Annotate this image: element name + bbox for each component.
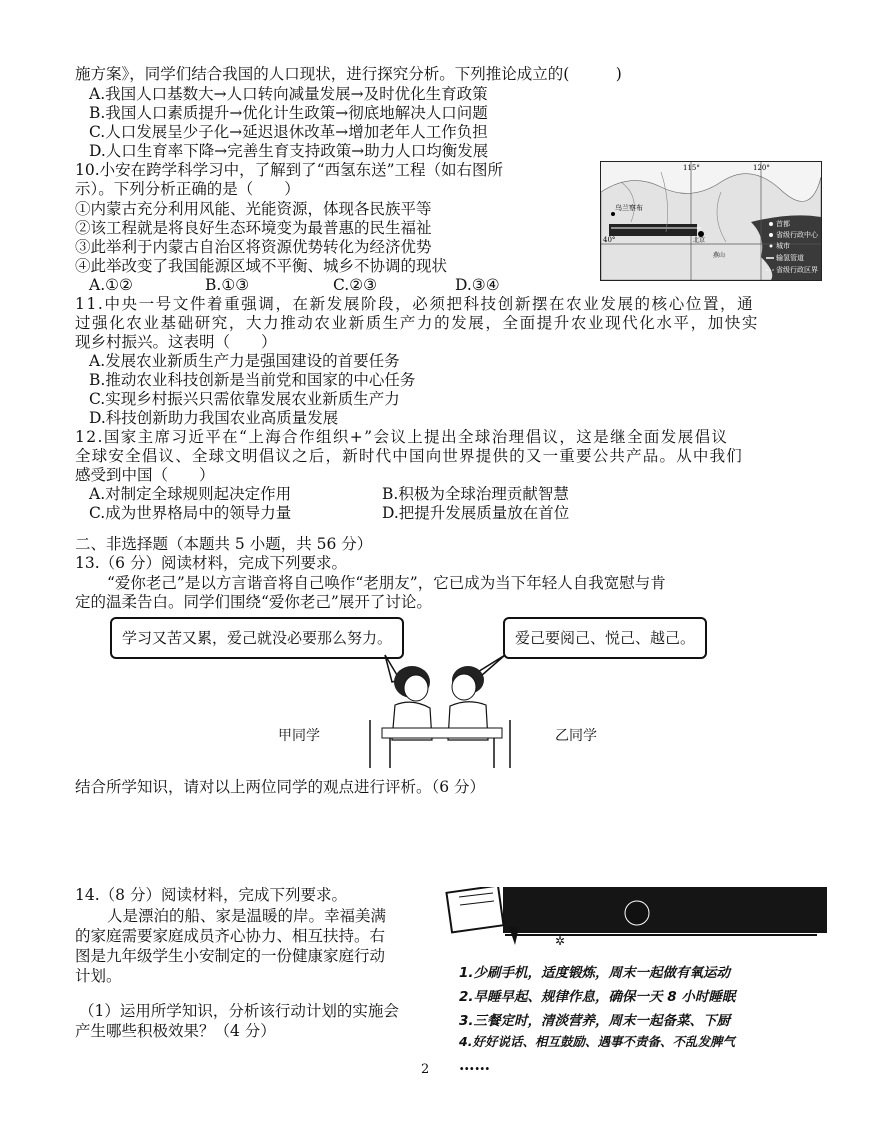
q11-option-d: D.科技创新助力我国农业高质量发展 [89,409,339,427]
q9-option-a: A.我国人口基数大→人口转向减量发展→及时优化生育政策 [89,85,488,103]
q14-sub1-line2: 产生哪些积极效果？（4 分） [75,1022,276,1040]
q10-statement-4: ④此举改变了我国能源区域不平衡、城乡不协调的现状 [75,257,448,275]
q14-line1: 人是漂泊的船、家是温暖的岸。幸福美满 [107,907,387,925]
q13-para1: “爱你老己”是以方言谐音将自己唤作“老朋友”，它已成为当下年轻人自我宽慰与肯 [107,574,666,592]
section2-title: 二、非选择题（本题共 5 小题，共 56 分） [75,535,373,553]
legend-city-icon [770,245,773,248]
map-lon-label-120: 120° [753,164,770,172]
page-number: 2 [421,1062,430,1077]
legend-provincial-capital: 省级行政中心 [776,231,818,239]
label-student-b: 乙同学 [555,728,597,744]
q14-sub1-line1: （1）运用所学知识，分析该行动计划的实施会 [79,1002,399,1020]
q10-stem-line1: 10.小安在跨学科学习中，了解到了“西氢东送”工程（如右图所 [75,161,504,179]
plan-item-1: 1.少刷手机，适度锻炼，周末一起做有氧运动 [459,965,731,981]
q11-option-b: B.推动农业科技创新是当前党和国家的中心任务 [89,371,416,389]
plan-ellipsis: …… [459,1055,490,1074]
q13-task: 结合所学知识，请对以上两位同学的观点进行评析。（6 分） [75,778,486,796]
map-place-yanshan: 燕山 [713,252,726,259]
sparkle-icon: ✲ [555,934,566,947]
q10-statement-1: ①内蒙古充分利用风能、光能资源，体现各民族平等 [75,200,432,218]
map-lat-label-40: 40° [603,236,616,244]
q14-line3: 图是九年级学生小安制定的一份健康家庭行动 [75,947,386,965]
q11-option-c: C.实现乡村振兴只需依靠发展农业新质生产力 [89,390,400,408]
plan-item-4: 4.好好说话、相互鼓励、遇事不责备、不乱发脾气 [459,1034,735,1049]
q12-line1: 12.国家主席习近平在“上海合作组织+”会议上提出全球治理倡议，这是继全面发展倡议 [75,428,729,446]
q9-option-c: C.人口发展呈少子化→延迟退休改革→增加老年人工作负担 [89,123,488,141]
students-illustration [300,650,530,770]
legend-provincial-border: 省级行政区界 [776,266,818,274]
q13-head: 13.（6 分）阅读材料，完成下列要求。 [75,554,347,572]
speech-bubble-left: 学习又苦又累，爱己就没必要那么努力。 [110,617,404,659]
q14-head: 14.（8 分）阅读材料，完成下列要求。 [75,886,347,904]
legend-capital-icon [769,222,773,226]
label-student-a: 甲同学 [278,728,320,744]
speech-bubble-right: 爱己要阅己、悦己、越己。 [503,617,707,659]
legend-city: 城市 [776,242,790,250]
city-dot-icon [611,212,615,216]
plan-item-3: 3.三餐定时，清淡营养，周末一起备菜、下厨 [459,1013,731,1029]
q10-statement-2: ②该工程就是将良好生态环境变为最普惠的民生福祉 [75,219,432,237]
q10-choice-b: B.①③ [205,276,250,294]
q10-choice-c: C.②③ [333,276,378,294]
q10-statement-3: ③此举利于内蒙古自治区将资源优势转化为经济优势 [75,238,432,256]
notebook-icon [446,887,503,932]
student-b-face [452,674,476,700]
q12-option-d: D.把提升发展质量放在首位 [382,504,570,522]
q12-option-c: C.成为世界格局中的领导力量 [89,504,292,522]
pipeline-band [609,224,697,236]
q13-para2: 定的温柔告白。同学们围绕“爱你老己”展开了讨论。 [75,593,432,611]
hydrogen-pipeline-map [600,161,822,281]
legend-provincial-icon [769,233,773,237]
q12-option-b: B.积极为全球治理贡献智慧 [382,485,569,503]
q10-choice-a: A.①② [89,276,133,294]
q9-stem: 施方案》，同学们结合我国的人口现状，进行探究分析。下列推论成立的( ) [75,65,622,83]
q11-line3: 现乡村振兴。这表明（ ） [75,333,277,351]
plan-item-2: 2.早睡早起、规律作息，确保一天 8 小时睡眠 [459,989,736,1005]
q11-line1: 11.中央一号文件着重强调，在新发展阶段，必须把科技创新摆在农业发展的核心位置，通 [75,295,755,313]
map-graphic [601,162,821,280]
map-place-beijing: 北京 [693,237,706,244]
plan-decoration [445,887,827,947]
chairs [370,720,510,768]
student-a-face [404,675,428,701]
map-place-ulanqab: 乌兰察布 [615,204,643,212]
q10-stem-line2: 示）。下列分析正确的是（ ） [75,180,300,198]
q14-line2: 的家庭需要家庭成员齐心协力、相互扶持。右 [75,927,386,945]
pushpin-icon [625,901,649,925]
legend-capital: 首都 [776,220,790,228]
q12-line2: 全球安全倡议、全球文明倡议之后，新时代中国向世界提供的又一重要公共产品。从中我们 [75,447,744,465]
legend-pipeline: 输氢管道 [776,254,804,262]
q12-option-a: A.对制定全球规则起决定作用 [89,485,292,503]
q11-option-a: A.发展农业新质生产力是强国建设的首要任务 [89,352,400,370]
q11-line2: 过强化农业基础研究，大力推动农业新质生产力的发展，全面提升农业现代化水平，加快实 [75,314,760,332]
q12-line3: 感受到中国（ ） [75,466,215,484]
q9-option-d: D.人口生育率下降→完善生育支持政策→助力人口均衡发展 [89,142,489,160]
desk-top [382,728,502,738]
q10-choice-d: D.③④ [455,276,500,294]
family-health-plan [445,887,827,1059]
q14-line4: 计划。 [75,967,122,985]
map-lon-label-115: 115° [683,164,700,172]
q9-option-b: B.我国人口素质提升→优化计生政策→彻底地解决人口问题 [89,104,488,122]
